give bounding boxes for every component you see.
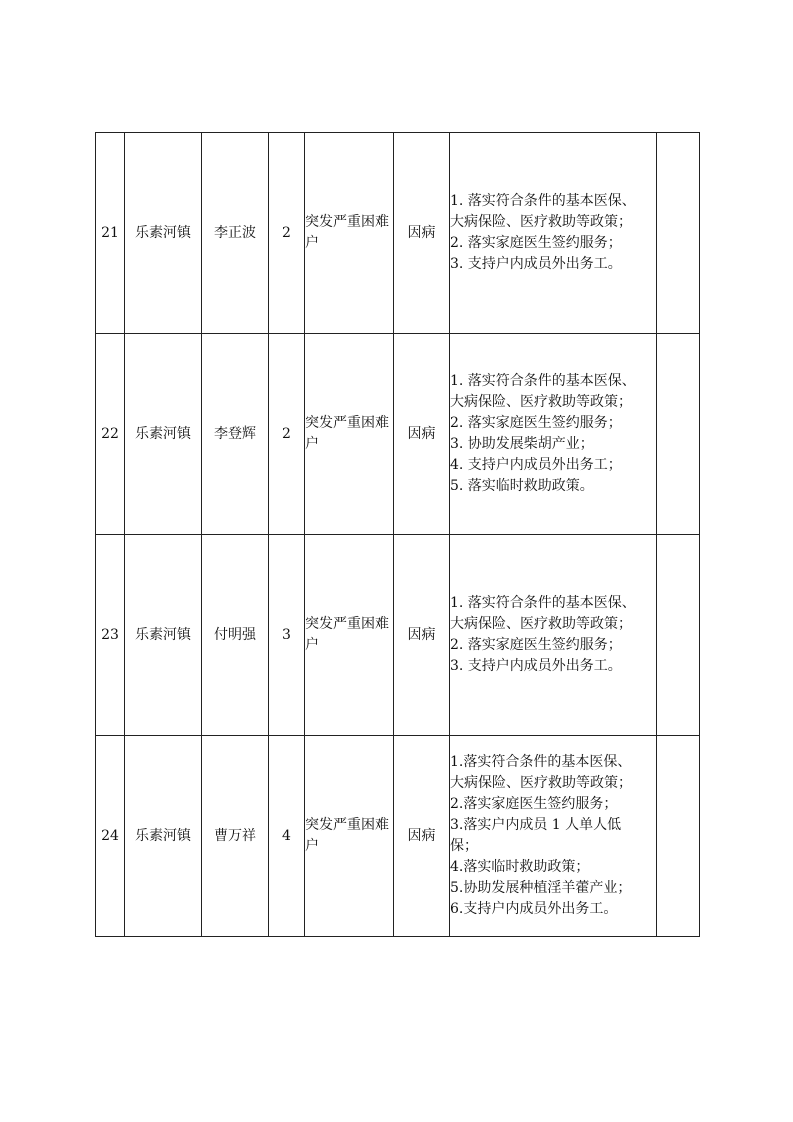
household-size-cell: 3	[269, 535, 305, 736]
note-cell	[657, 736, 700, 937]
household-size-cell: 4	[269, 736, 305, 937]
note-cell	[657, 334, 700, 535]
table-row	[96, 535, 700, 736]
household-size-cell: 2	[269, 334, 305, 535]
note-cell	[657, 133, 700, 334]
name-cell: 曹万祥	[202, 736, 269, 937]
household-type-cell: 突发严重困难户	[305, 133, 394, 334]
measure-line: 3. 支持户内成员外出务工。	[450, 658, 622, 674]
measure-line: 3. 协助发展柴胡产业；	[450, 436, 594, 452]
household-table	[95, 132, 700, 937]
cause-cell: 因病	[394, 133, 450, 334]
measure-line: 1.落实符合条件的基本医保、	[450, 754, 632, 770]
table-body	[96, 133, 700, 937]
measure-line: 1. 落实符合条件的基本医保、	[450, 193, 636, 209]
town-cell: 乐素河镇	[125, 334, 202, 535]
measure-line: 5. 落实临时救助政策。	[450, 478, 594, 494]
town-cell: 乐素河镇	[125, 133, 202, 334]
measures-cell	[450, 133, 657, 334]
measure-line: 6.支持户内成员外出务工。	[450, 901, 618, 917]
name-cell: 李登辉	[202, 334, 269, 535]
cause-cell: 因病	[394, 334, 450, 535]
measures-cell	[450, 535, 657, 736]
measure-line: 1. 落实符合条件的基本医保、	[450, 373, 636, 389]
household-type-cell: 突发严重困难户	[305, 334, 394, 535]
measure-line: 1. 落实符合条件的基本医保、	[450, 595, 636, 611]
measure-line: 4. 支持户内成员外出务工；	[450, 457, 622, 473]
measure-line: 大病保险、医疗救助等政策；	[450, 775, 632, 791]
table-row	[96, 334, 700, 535]
measure-line: 3. 支持户内成员外出务工。	[450, 256, 622, 272]
measure-line: 保；	[450, 838, 478, 854]
measure-line: 大病保险、医疗救助等政策；	[450, 394, 632, 410]
table-row	[96, 133, 700, 334]
measures-cell	[450, 736, 657, 937]
town-cell: 乐素河镇	[125, 736, 202, 937]
note-cell	[657, 535, 700, 736]
measure-line: 2.落实家庭医生签约服务；	[450, 796, 618, 812]
name-cell: 李正波	[202, 133, 269, 334]
measures-cell	[450, 334, 657, 535]
household-type-cell: 突发严重困难户	[305, 736, 394, 937]
measure-line: 4.落实临时救助政策；	[450, 859, 590, 875]
measure-line: 大病保险、医疗救助等政策；	[450, 214, 632, 230]
town-cell: 乐素河镇	[125, 535, 202, 736]
row-number-cell: 24	[96, 736, 125, 937]
cause-cell: 因病	[394, 535, 450, 736]
measure-line: 5.协助发展种植淫羊藿产业；	[450, 880, 632, 896]
measure-line: 3.落实户内成员 1 人单人低	[450, 817, 622, 833]
row-number-cell: 21	[96, 133, 125, 334]
measure-line: 大病保险、医疗救助等政策；	[450, 616, 632, 632]
measure-line: 2. 落实家庭医生签约服务；	[450, 415, 622, 431]
household-size-cell: 2	[269, 133, 305, 334]
name-cell: 付明强	[202, 535, 269, 736]
household-type-cell: 突发严重困难户	[305, 535, 394, 736]
table-row	[96, 736, 700, 937]
measure-line: 2. 落实家庭医生签约服务；	[450, 637, 622, 653]
measure-line: 2. 落实家庭医生签约服务；	[450, 235, 622, 251]
cause-cell: 因病	[394, 736, 450, 937]
row-number-cell: 23	[96, 535, 125, 736]
row-number-cell: 22	[96, 334, 125, 535]
